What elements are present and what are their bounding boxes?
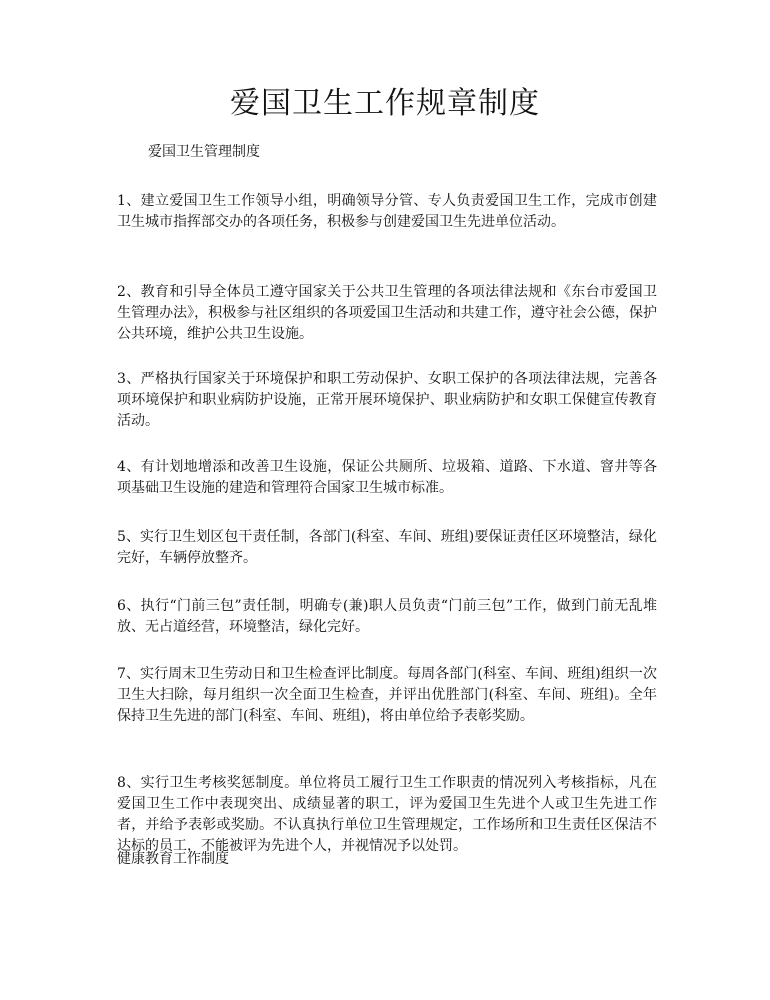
next-section-heading: 健康教育工作制度 [117, 851, 229, 867]
paragraph-4: 4、有计划地增添和改善卫生设施，保证公共厕所、垃圾箱、道路、下水道、窨井等各项基础卫生设施的建造和管理符合国家卫生城市标准。 [117, 459, 657, 496]
paragraph-1: 1、建立爱国卫生工作领导小组，明确领导分管、专人负责爱国卫生工作，完成市创建卫生城市指挥部交办的各项任务，积极参与创建爱国卫生先进单位活动。 [117, 193, 657, 230]
document-title: 爱国卫生工作规章制度 [230, 86, 540, 121]
paragraph-6: 6、执行“门前三包”责任制，明确专(兼)职人员负责“门前三包”工作，做到门前无乱堆放、无占道经营，环境整洁，绿化完好。 [117, 598, 657, 635]
paragraph-2: 2、教育和引导全体员工遵守国家关于公共卫生管理的各项法律法规和《东台市爱国卫生管理办法》，积极参与社区组织的各项爱国卫生活动和共建工作，遵守社会公德，保护公共环境，维护公共卫生设施。 [117, 284, 657, 342]
paragraph-7: 7、实行周末卫生劳动日和卫生检查评比制度。每周各部门(科室、车间、班组)组织一次卫生大扫除，每月组织一次全面卫生检查，并评出优胜部门(科室、车间、班组)。全年保持卫生先进的部门(科室、车间、班组)，将由单位给予表彰奖励。 [117, 666, 657, 724]
paragraph-3: 3、严格执行国家关于环境保护和职工劳动保护、女职工保护的各项法律法规，完善各项环境保护和职业病防护设施，正常开展环境保护、职业病防护和女职工保健宣传教育活动。 [117, 371, 657, 429]
paragraph-5: 5、实行卫生划区包干责任制，各部门(科室、车间、班组)要保证责任区环境整洁，绿化完好，车辆停放整齐。 [117, 529, 657, 566]
section-subtitle: 爱国卫生管理制度 [148, 144, 260, 160]
paragraph-8: 8、实行卫生考核奖惩制度。单位将员工履行卫生工作职责的情况列入考核指标，凡在爱国卫生工作中表现突出、成绩显著的职工，评为爱国卫生先进个人或卫生先进工作者，并给予表彰或奖励。不认真执行单位卫生管理规定，工作场所和卫生责任区保洁不达标的员工，不能被评为先进个人，并视情况予以处罚。 [117, 775, 657, 854]
